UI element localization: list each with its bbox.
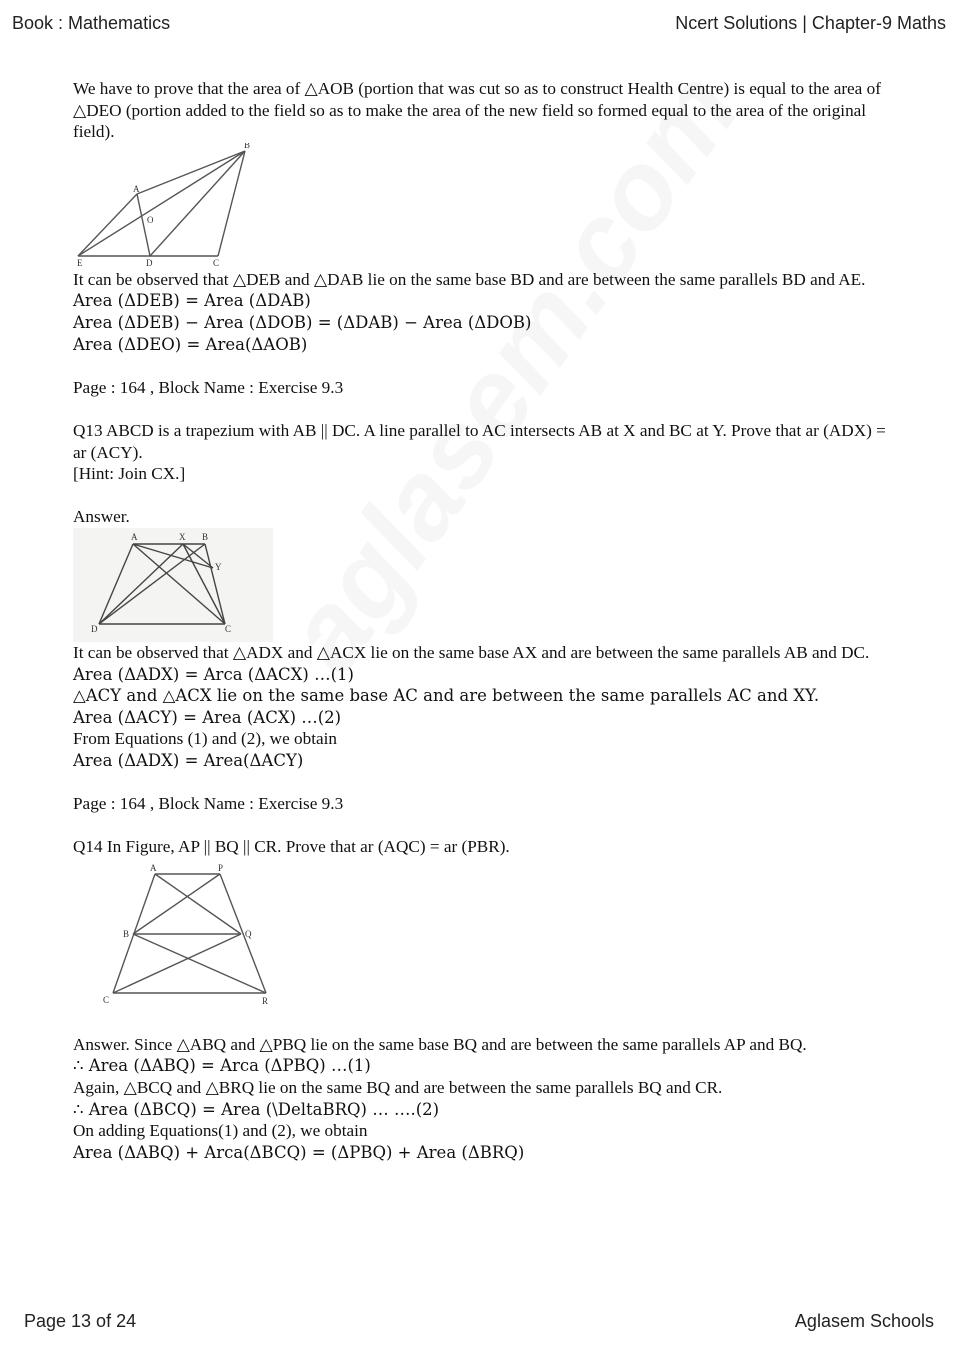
s2-line-5: From Equations (1) and (2), we obtain <box>73 729 337 749</box>
figure-trapezium <box>73 528 273 642</box>
figure-parallels <box>73 862 293 1020</box>
fig1-label-b: B <box>244 142 251 150</box>
fig3-label-a: A <box>150 862 157 873</box>
fig1-label-a: A <box>133 183 140 194</box>
s1-line-1: It can be observed that △DEB and △DAB lie on the same base BD and are between the same parallels BD and AE. <box>73 269 866 289</box>
s1-line-3: Area (ΔDEB) − Area (ΔDOB) = (ΔDAB) − Area (ΔDOB) <box>73 312 532 332</box>
fig1-label-e: E <box>77 257 83 268</box>
fig2-label-a: A <box>131 531 138 542</box>
fig3-label-r: R <box>262 995 269 1006</box>
page-reference-1: Page : 164 , Block Name : Exercise 9.3 <box>73 377 344 397</box>
fig3-label-c: C <box>103 994 110 1005</box>
s3-line-3: Again, △BCQ and △BRQ lie on the same BQ and are between the same parallels BQ and CR. <box>73 1078 723 1098</box>
fig2-label-c: C <box>225 623 232 634</box>
figure-field-diagram <box>73 143 283 269</box>
fig3-label-p: P <box>218 862 224 873</box>
s1-line-4: Area (ΔDEO) = Area(ΔAOB) <box>73 334 308 354</box>
s2-line-3: △ACY and △ACX lie on the same base AC and are between the same parallels AC and XY. <box>73 686 820 706</box>
q13-answer-label: Answer. <box>73 507 130 527</box>
footer-page-number: Page 13 of 24 <box>24 1311 137 1331</box>
fig2-label-d: D <box>91 623 98 634</box>
s3-line-5: On adding Equations(1) and (2), we obtain <box>73 1121 368 1141</box>
fig1-label-c: C <box>213 257 220 268</box>
fig3-label-q: Q <box>245 928 252 939</box>
q14-question: Q14 In Figure, AP || BQ || CR. Prove that ar (AQC) = ar (PBR). <box>73 837 510 857</box>
s2-line-2: Area (ΔADX) = Arca (ΔACX) …(1) <box>73 664 354 684</box>
fig2-label-y: Y <box>215 561 222 572</box>
page-reference-2: Page : 164 , Block Name : Exercise 9.3 <box>73 794 344 814</box>
q13-hint: [Hint: Join CX.] <box>73 464 186 484</box>
fig3-label-b: B <box>123 928 130 939</box>
s3-line-1: Answer. Since △ABQ and △PBQ lie on the same base BQ and are between the same parallels AP and BQ. <box>73 1034 807 1054</box>
q13-question: Q13 ABCD is a trapezium with AB || DC. A line parallel to AC intersects AB at X and BC at Y. Prove that ar (ADX) = ar (ACY). <box>73 420 886 462</box>
fig2-label-x: X <box>179 531 186 542</box>
s3-line-2: ∴ Area (ΔABQ) = Arca (ΔPBQ) …(1) <box>73 1056 371 1076</box>
intro-paragraph: We have to prove that the area of △AOB (portion that was cut so as to construct Health Centre) is equal to the area of △DEO (portion added to the field so as to make the area of the new field so formed equal to the area of the original field). <box>73 79 881 142</box>
fig1-label-o: O <box>147 214 154 225</box>
s3-line-4: ∴ Area (ΔBCQ) = Area (\DeltaBRQ) … ….(2) <box>73 1099 440 1119</box>
s1-line-2: Area (ΔDEB) = Area (ΔDAB) <box>73 291 311 311</box>
s3-line-6: Area (ΔABQ) + Arca(ΔBCQ) = (ΔPBQ) + Area (ΔBRQ) <box>73 1142 525 1162</box>
header-book-title: Book : Mathematics <box>12 13 171 33</box>
header-chapter-title: Ncert Solutions | Chapter-9 Maths <box>675 13 946 33</box>
s2-line-1: It can be observed that △ADX and △ACX lie on the same base AX and are between the same parallels AB and DC. <box>73 642 870 662</box>
footer-publisher: Aglasem Schools <box>794 1311 934 1331</box>
fig1-label-d: D <box>146 257 153 268</box>
fig2-label-b: B <box>202 531 209 542</box>
page-content <box>73 78 893 1163</box>
s2-line-6: Area (ΔADX) = Area(ΔACY) <box>73 750 304 770</box>
s2-line-4: Area (ΔACY) = Area (ACX) …(2) <box>73 707 342 727</box>
